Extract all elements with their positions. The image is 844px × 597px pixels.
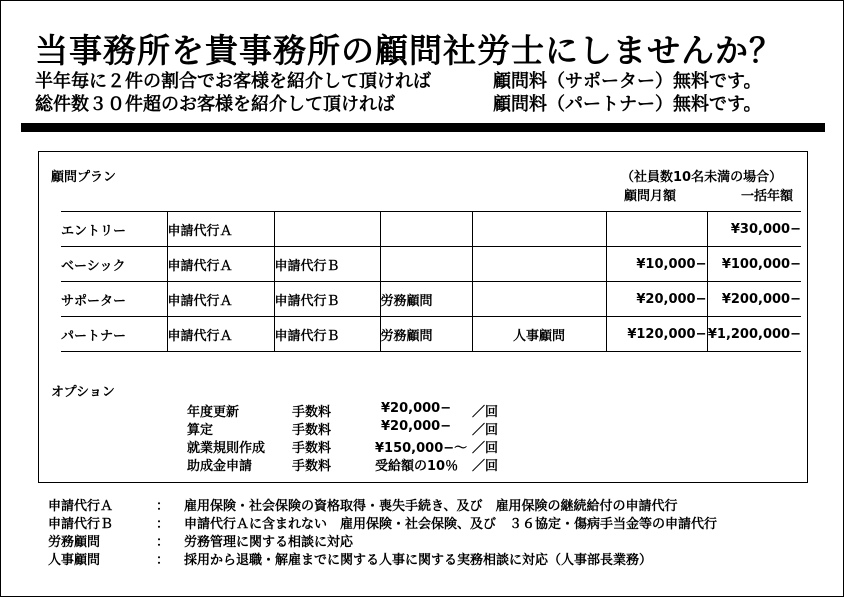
offer-benefit: 顧問料（パートナー）無料です。 xyxy=(493,94,762,115)
monthly-fee: ¥120,000− xyxy=(606,317,707,352)
option-fee-label: 手数料 xyxy=(292,423,332,438)
definition-term: 申請代行Ｂ xyxy=(48,517,114,532)
option-amount: 受給額の10％ xyxy=(375,459,459,474)
monthly-fee xyxy=(606,212,707,247)
monthly-fee: ¥20,000− xyxy=(606,282,707,317)
options-title: オプション xyxy=(51,385,115,400)
option-fee-label: 手数料 xyxy=(292,459,332,474)
offer-condition: 総件数３０件超のお客様を紹介して頂ければ xyxy=(35,94,395,115)
definition-text: 採用から退職・解雇までに関する人事に関する実務相談に対応（人事部長業務） xyxy=(184,553,653,568)
plan-name: エントリー xyxy=(61,212,167,247)
option-name: 算定 xyxy=(187,423,214,438)
annual-fee-header: 一括年額 xyxy=(741,189,794,204)
service-cell: 申請代行Ｂ xyxy=(274,317,380,352)
service-cell xyxy=(472,282,606,317)
headline: 当事務所を貴事務所の顧問社労士にしませんか？ xyxy=(35,31,783,70)
table-row xyxy=(61,212,801,247)
annual-fee: ¥30,000− xyxy=(707,212,801,247)
plan-name: ベーシック xyxy=(61,247,167,282)
option-name: 就業規則作成 xyxy=(187,441,266,456)
plan-table xyxy=(61,211,801,352)
definition-colon: ： xyxy=(156,517,170,532)
employee-count-note: （社員数10名未満の場合） xyxy=(621,170,783,185)
plan-name: サポーター xyxy=(61,282,167,317)
option-amount: ¥150,000−～ xyxy=(375,441,468,456)
service-cell: 労務顧問 xyxy=(380,282,472,317)
definition-text: 労務管理に関する相談に対応 xyxy=(184,535,354,550)
table-row xyxy=(61,247,801,282)
definition-colon: ： xyxy=(156,535,170,550)
offer-benefit: 顧問料（サポーター）無料です。 xyxy=(493,71,762,92)
table-row xyxy=(61,317,801,352)
plan-name: パートナー xyxy=(61,317,167,352)
option-fee-label: 手数料 xyxy=(292,405,332,420)
plan-box xyxy=(38,151,808,483)
option-amount: ¥20,000− xyxy=(381,419,452,434)
service-cell: 労務顧問 xyxy=(380,317,472,352)
option-amount: ¥20,000− xyxy=(381,401,452,416)
definition-text: 申請代行Ａに含まれない 雇用保険・社会保険、及び ３６協定・傷病手当金等の申請代行 xyxy=(184,517,718,532)
offer-line-partner xyxy=(35,90,762,116)
offer-condition: 半年毎に２件の割合でお客様を紹介して頂ければ xyxy=(35,71,431,92)
annual-fee: ¥1,200,000− xyxy=(707,317,801,352)
service-cell xyxy=(472,247,606,282)
service-cell: 人事顧問 xyxy=(472,317,606,352)
definition-text: 雇用保険・社会保険の資格取得・喪失手続き、及び 雇用保険の継続給付の申請代行 xyxy=(184,499,678,514)
service-cell: 申請代行Ｂ xyxy=(274,282,380,317)
service-cell xyxy=(274,212,380,247)
table-row xyxy=(61,282,801,317)
monthly-fee: ¥10,000− xyxy=(606,247,707,282)
service-cell: 申請代行Ａ xyxy=(167,212,274,247)
option-unit: ／回 xyxy=(472,441,499,456)
option-fee-label: 手数料 xyxy=(292,441,332,456)
option-unit: ／回 xyxy=(472,405,499,420)
option-name: 年度更新 xyxy=(187,405,240,420)
service-cell xyxy=(472,212,606,247)
service-cell: 申請代行Ｂ xyxy=(274,247,380,282)
service-cell: 申請代行Ａ xyxy=(167,282,274,317)
annual-fee: ¥100,000− xyxy=(707,247,801,282)
definition-colon: ： xyxy=(156,499,170,514)
annual-fee: ¥200,000− xyxy=(707,282,801,317)
definition-colon: ： xyxy=(156,553,170,568)
option-name: 助成金申請 xyxy=(187,459,253,474)
service-cell xyxy=(380,212,472,247)
service-cell xyxy=(380,247,472,282)
plan-title: 顧問プラン xyxy=(51,170,117,185)
service-cell: 申請代行Ａ xyxy=(167,247,274,282)
service-cell: 申請代行Ａ xyxy=(167,317,274,352)
definition-term: 人事顧問 xyxy=(48,553,101,568)
option-unit: ／回 xyxy=(472,459,499,474)
option-unit: ／回 xyxy=(472,423,499,438)
definition-term: 労務顧問 xyxy=(48,535,101,550)
monthly-fee-header: 顧問月額 xyxy=(624,189,677,204)
definition-term: 申請代行Ａ xyxy=(48,499,114,514)
divider-bar xyxy=(21,123,825,132)
